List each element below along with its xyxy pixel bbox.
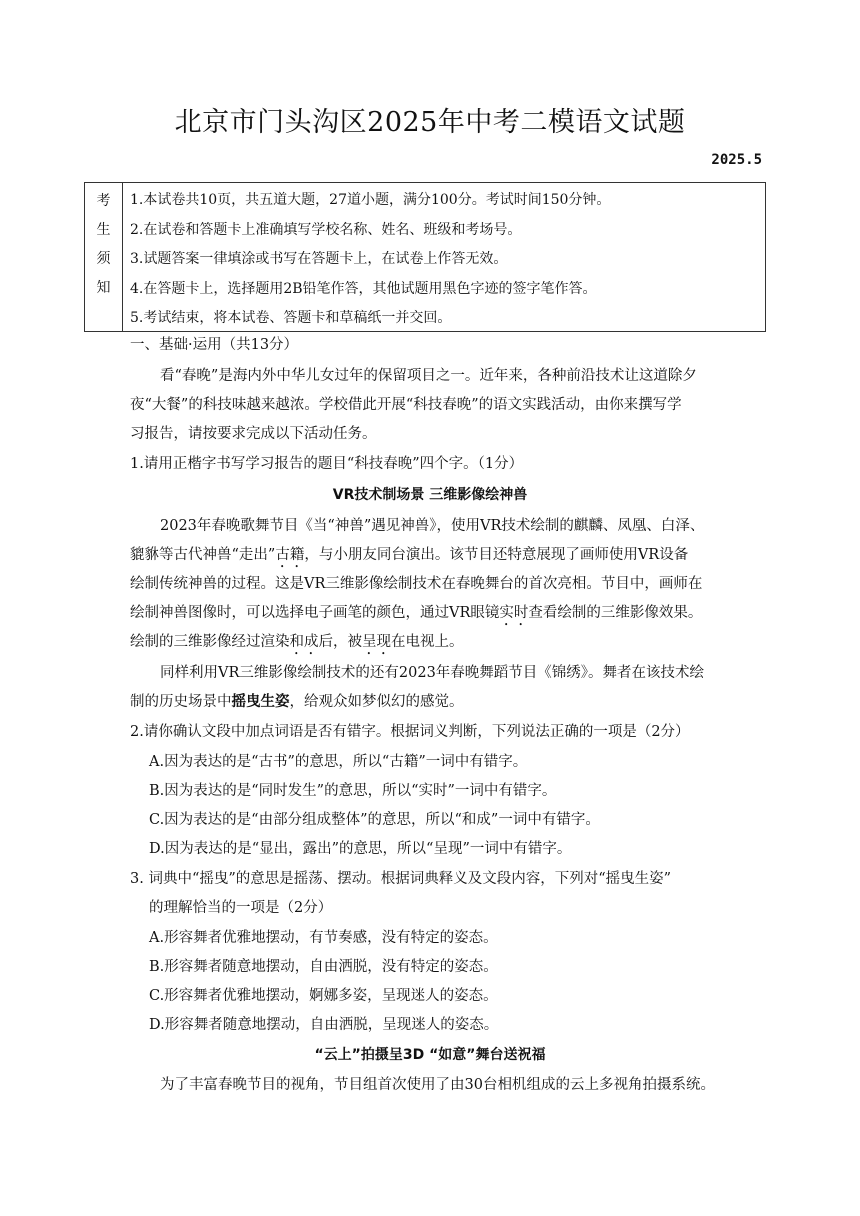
intro-line: 看“春晚”是海内外中华儿女过年的保留项目之一。近年来，各种前沿技术让这道除夕 [160,368,697,384]
question-1: 1.请用正楷字书写学习报告的题目“科技春晚”四个字。（1分） [130,456,524,472]
passage-line: 绘制神兽图像时，可以选择电子画笔的颜色，通过VR眼镜实时查看绘制的三维影像效果。 [130,605,703,621]
intro-line: 夜“大餐”的科技味越来越浓。学校借此开展“科技春晚”的语文实践活动，由你来撰写学 [130,397,682,413]
notice-rules [123,183,765,331]
notice-rule: 5.考试结束，将本试卷、答题卡和草稿纸一并交回。 [130,310,452,326]
option-d: D.形容舞者随意地摆动，自由洒脱，呈现迷人的姿态。 [149,1017,499,1033]
notice-rule: 4.在答题卡上，选择题用2B铅笔作答，其他试题用黑色字迹的签字笔作答。 [130,280,597,297]
question-3-cont: 的理解恰当的一项是（2分） [149,900,333,916]
subheading-cloud: “云上”拍摄呈3D “如意”舞台送祝福 [314,1047,546,1063]
passage-line: 绘制传统神兽的过程。这是VR三维影像绘制技术在春晚舞台的首次亮相。节目中，画师在 [130,576,703,592]
notice-label [85,183,123,331]
option-d: D.因为表达的是“显出，露出”的意思，所以“呈现”一词中有错字。 [149,841,572,857]
notice-box [84,182,766,332]
dotted-word-shishi: 实时 [499,605,529,621]
notice-rule: 3.试题答案一律填涂或书写在答题卡上，在试卷上作答无效。 [130,251,508,267]
passage-line: 制的历史场景中摇曳生姿，给观众如梦似幻的感觉。 [130,694,464,710]
option-c: C.形容舞者优雅地摆动，婀娜多姿，呈现迷人的姿态。 [149,988,498,1004]
option-b: B.因为表达的是“同时发生”的意思，所以“实时”一词中有错字。 [149,783,557,799]
option-c: C.因为表达的是“由部分组成整体”的意思，所以“和成”一词中有错字。 [149,812,600,828]
question-3: 3. 词典中“摇曳”的意思是摇荡、摆动。根据词典释义及文段内容，下列对“摇曳生姿” [130,871,672,887]
page-title: 北京市门头沟区2025年中考二模语文试题 [174,107,686,138]
notice-label-char: 生 [96,222,111,238]
subheading-vr: VR技术制场景 三维影像绘神兽 [332,487,528,503]
section-heading: 一、基础·运用（共13分） [130,337,299,353]
passage-line: 同样利用VR三维影像绘制技术的还有2023年春晚舞蹈节目《锦绣》。舞者在该技术绘 [160,665,705,681]
option-b: B.形容舞者随意地摆动，自由洒脱，没有特定的姿态。 [149,959,498,975]
option-a: A.因为表达的是“古书”的意思，所以“古籍”一词中有错字。 [149,754,528,770]
notice-label-char: 知 [96,280,111,296]
passage-line: 2023年春晚歌舞节目《当“神兽”遇见神兽》，使用VR技术绘制的麒麟、凤凰、白泽、 [160,518,705,534]
notice-rule: 2.在试卷和答题卡上准确填写学校名称、姓名、班级和考场号。 [130,221,522,238]
dotted-word-chengxian: 呈现 [362,634,391,650]
passage-line: 貔貅等古代神兽“走出”古籍，与小朋友同台演出。该节目还特意展现了画师使用VR设备 [130,547,689,563]
bold-phrase: 摇曳生姿 [231,694,290,710]
notice-rule: 1.本试卷共10页，共五道大题，27道小题，满分100分。考试时间150分钟。 [130,192,611,208]
notice-label-char: 须 [96,251,111,267]
dotted-word-guji: 古籍 [275,547,305,563]
notice-label-char: 考 [96,193,111,209]
dotted-word-hecheng: 和成 [289,634,319,650]
question-2: 2.请你确认文段中加点词语是否有错字。根据词义判断，下列说法正确的一项是（2分） [130,724,690,740]
option-a: A.形容舞者优雅地摆动，有节奏感，没有特定的姿态。 [149,930,498,946]
exam-date: 2025.5 [711,152,762,168]
passage-line: 绘制的三维影像经过渲染和成后，被呈现在电视上。 [130,634,464,650]
intro-line: 习报告，请按要求完成以下活动任务。 [130,426,377,442]
passage-line: 为了丰富春晚节目的视角，节目组首次使用了由30台相机组成的云上多视角拍摄系统。 [160,1077,715,1093]
